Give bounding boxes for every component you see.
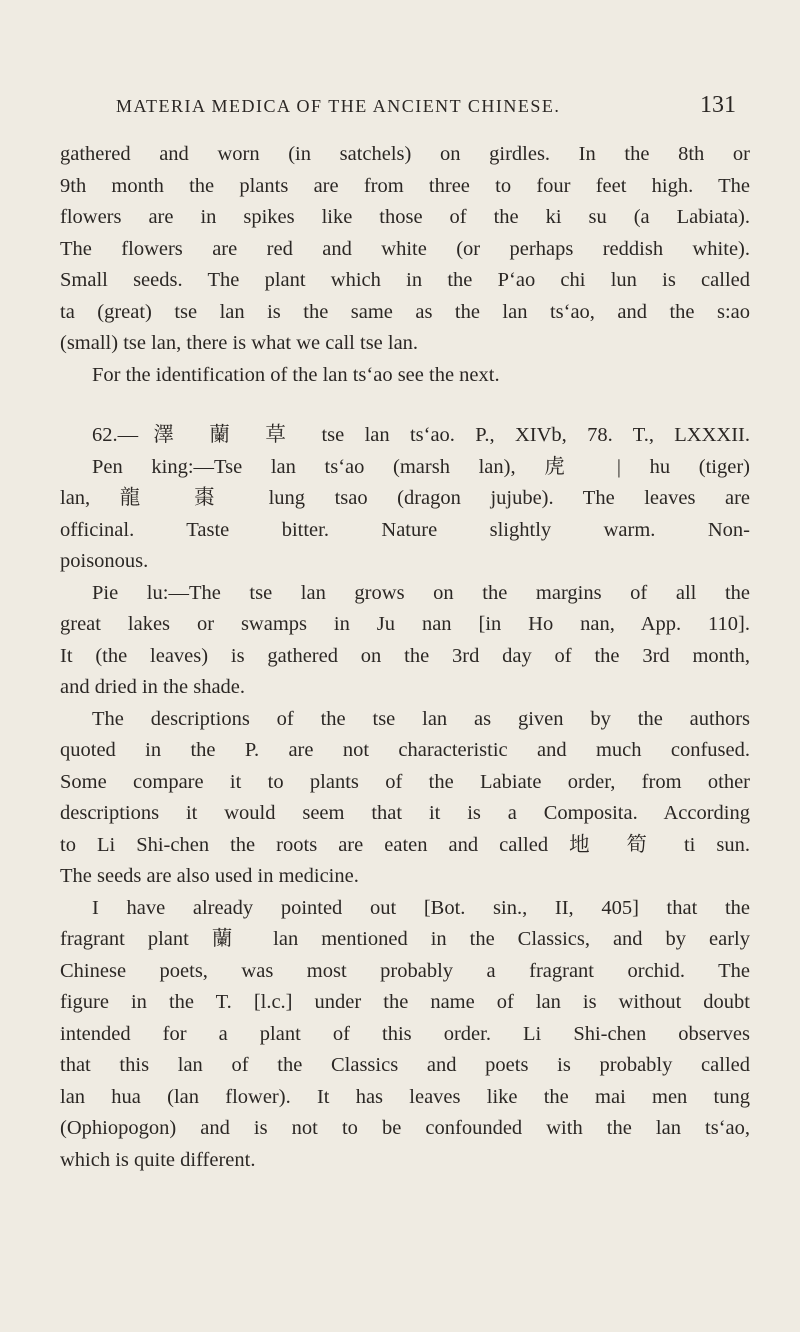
text-line: Pie lu:—The tse lan grows on the margins of all the — [92, 581, 750, 604]
text-line: lan, 龍 棗 lung tsao (dragon jujube). The leaves are — [60, 487, 750, 509]
text-line: 9th month the plants are from three to four feet high. The — [60, 174, 750, 197]
text-line: which is quite different. — [60, 1148, 256, 1171]
text-line: Chinese poets, was most probably a fragrant orchid. The — [60, 959, 750, 982]
text-line: Pen king:—Tse lan ts‘ao (marsh lan), 虎 | hu (tiger) — [92, 455, 750, 478]
text-line: gathered and worn (in satchels) on girdles. In the 8th or — [60, 143, 750, 165]
text-line: (small) tse lan, there is what we call tse lan. — [60, 332, 419, 354]
text-line: figure in the T. [l.c.] under the name of lan is without doubt — [60, 991, 750, 1013]
text-line: The seeds are also used in medicine. — [60, 865, 359, 887]
text-line: quoted in the P. are not characteristic and much confused. — [60, 739, 750, 761]
text-line: Small seeds. The plant which in the P‘ao chi lun is called — [60, 269, 750, 291]
text-line: fragrant plant 蘭 lan mentioned in the Classics, and by early — [60, 928, 750, 950]
text-line: The descriptions of the tse lan as given by the authors — [92, 707, 750, 730]
text-line: The flowers are red and white (or perhaps reddish white). — [60, 237, 750, 260]
text-line: that this lan of the Classics and poets is probably called — [60, 1054, 750, 1076]
text-line: flowers are in spikes like those of the ki su (a Labiata). — [60, 206, 750, 228]
text-line: poisonous. — [60, 550, 149, 572]
entry-heading: 62.—澤 蘭 草 tse lan ts‘ao. P., XIVb, 78. T., LXXXII. — [92, 424, 750, 446]
text-line: I have already pointed out [Bot. sin., II, 405] that the — [92, 896, 750, 919]
text-line: ta (great) tse lan is the same as the lan ts‘ao, and the s:ao — [60, 300, 750, 323]
text-line: It (the leaves) is gathered on the 3rd day of the 3rd month, — [60, 644, 750, 667]
page-header — [116, 92, 736, 119]
text-line: (Ophiopogon) and is not to be confounded with the lan ts‘ao, — [60, 1117, 750, 1139]
running-title: MATERIA MEDICA OF THE ANCIENT CHINESE. — [116, 96, 561, 116]
text-line: descriptions it would seem that it is a Composita. According — [60, 802, 750, 824]
text-block-2 — [60, 420, 750, 1176]
text-line: intended for a plant of this order. Li Shi-chen observes — [60, 1022, 750, 1045]
text-line: lan hua (lan flower). It has leaves like the mai men tung — [60, 1085, 750, 1108]
text-line: great lakes or swamps in Ju nan [in Ho nan, App. 110]. — [60, 613, 750, 635]
text-line: For the identification of the lan ts‘ao see the next. — [92, 363, 500, 386]
text-block-1 — [60, 139, 750, 391]
text-line: and dried in the shade. — [60, 676, 246, 698]
page-number: 131 — [700, 92, 736, 118]
text-line: officinal. Taste bitter. Nature slightly warm. Non- — [60, 518, 750, 541]
text-line: to Li Shi-chen the roots are eaten and called 地 筍 ti sun. — [60, 833, 750, 856]
text-line: Some compare it to plants of the Labiate order, from other — [60, 770, 750, 793]
